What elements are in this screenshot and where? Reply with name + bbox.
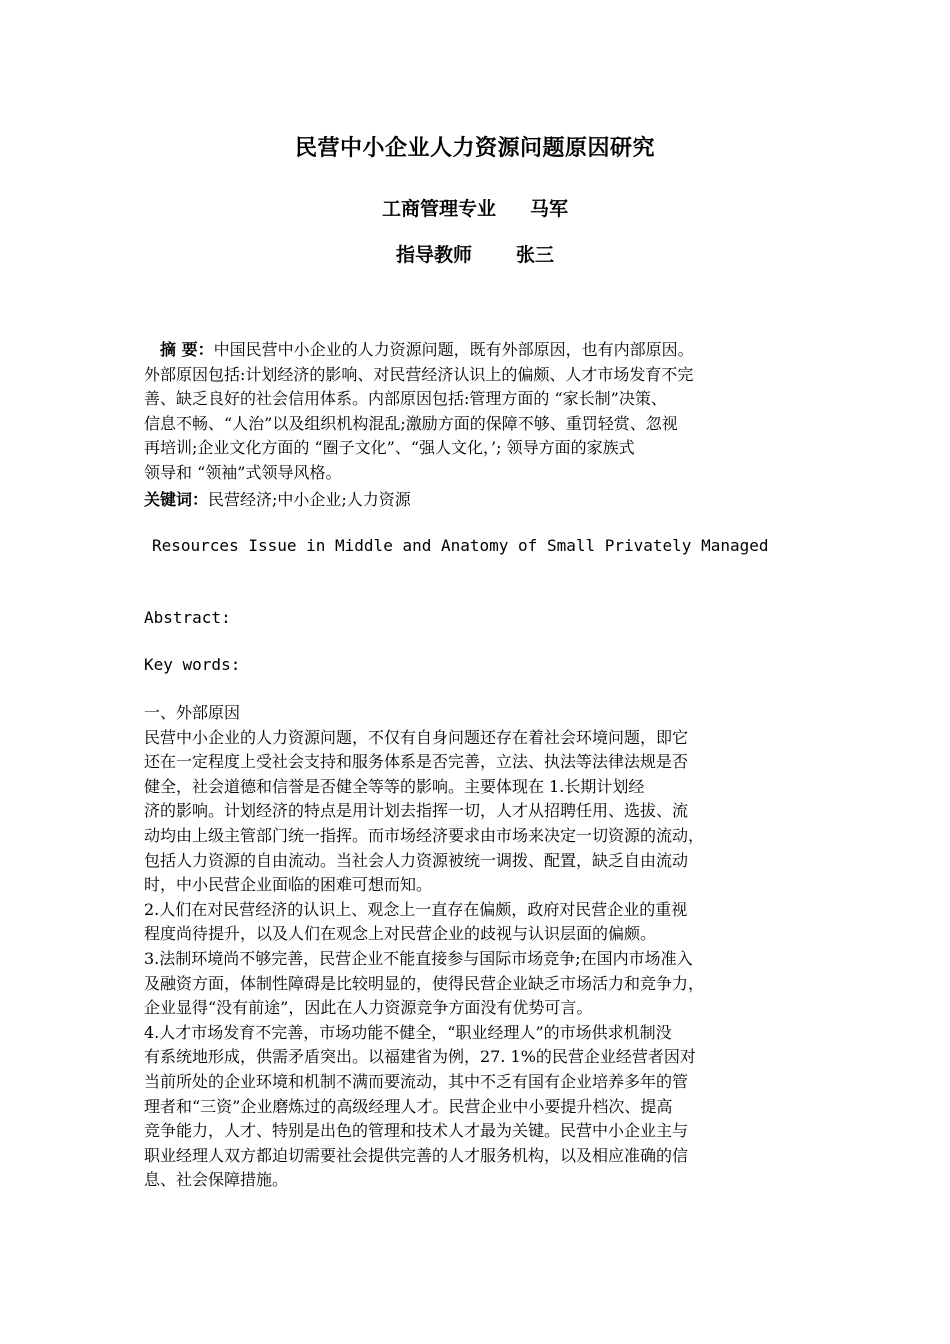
abstract-cn (144, 338, 814, 486)
english-keywords-label: Key words: (144, 655, 241, 674)
section-external-causes (144, 701, 814, 1193)
paper-title: 民营中小企业人力资源问题原因研究 (294, 136, 655, 161)
abstract-line-2: 外部原因包括:计划经济的影响、对民营经济认识上的偏颇、人才市场发育不完 (144, 364, 694, 384)
author-major: 工商管理专业 (381, 198, 496, 220)
section-line: 时，中小民营企业面临的困难可想而知。 (144, 875, 433, 895)
abstract-line-5: 再培训;企业文化方面的 “圈子文化”、“强人文化，’; 领导方面的家族式 (144, 438, 635, 458)
abstract-line-6: 领导和 “领袖”式领导风格。 (144, 462, 342, 482)
advisor-line (0, 242, 950, 268)
abstract-label: 摘 要： (160, 340, 214, 359)
keywords-text: 民营经济;中小企业;人力资源 (208, 490, 411, 509)
section-heading: 一、外部原因 (144, 703, 241, 722)
section-line: 动均由上级主管部门统一指挥。而市场经济要求由市场来决定一切资源的流动， (144, 825, 705, 845)
section-line: 竞争能力，人才、特别是出色的管理和技术人才最为关键。民营中小企业主与 (144, 1121, 689, 1141)
section-line: 2.人们在对民营经济的认识上、观念上一直存在偏颇，政府对民营企业的重视 (144, 899, 688, 919)
keywords-cn (144, 488, 814, 513)
author-name: 马军 (530, 198, 569, 220)
author-line (0, 196, 950, 222)
section-line: 理者和“三资”企业磨炼过的高级经理人才。民营企业中小要提升档次、提高 (144, 1096, 673, 1116)
section-line: 企业显得“没有前途”，因此在人力资源竞争方面没有优势可言。 (144, 998, 593, 1018)
section-line: 4.人才市场发育不完善，市场功能不健全，“职业经理人”的市场供求机制没 (144, 1022, 672, 1042)
advisor-label: 指导教师 (395, 244, 472, 266)
section-line: 还在一定程度上受社会支持和服务体系是否完善，立法、执法等法律法规是否 (144, 752, 689, 772)
section-line: 职业经理人双方都迫切需要社会提供完善的人才服务机构，以及相应准确的信 (144, 1145, 689, 1165)
section-line: 民营中小企业的人力资源问题，不仅有自身问题还存在着社会环境问题，即它 (144, 727, 689, 747)
abstract-text-1: 中国民营中小企业的人力资源问题，既有外部原因，也有内部原因。 (213, 340, 694, 359)
advisor-name: 张三 (516, 244, 555, 266)
english-abstract-label: Abstract: (144, 608, 231, 627)
section-line: 有系统地形成，供需矛盾突出。以福建省为例，27. 1%的民营企业经营者因对 (144, 1047, 696, 1067)
section-line: 健全，社会道德和信誉是否健全等等的影响。主要体现在 1.长期计划经 (144, 776, 645, 796)
abstract-line-4: 信息不畅、“人治”以及组织机构混乱;激励方面的保障不够、重罚轻赏、忽视 (144, 413, 678, 433)
section-line: 息、社会保障措施。 (144, 1170, 289, 1190)
english-title: Resources Issue in Middle and Anatomy of Small Privately Managed (152, 536, 769, 555)
section-line: 当前所处的企业环境和机制不满而要流动，其中不乏有国有企业培养多年的管 (144, 1071, 689, 1091)
section-line: 济的影响。计划经济的特点是用计划去指挥一切，人才从招聘任用、选拔、流 (144, 801, 689, 821)
section-line: 程度尚待提升，以及人们在观念上对民营企业的歧视与认识层面的偏颇。 (144, 924, 657, 944)
section-line: 3.法制环境尚不够完善，民营企业不能直接参与国际市场竞争;在国内市场准入 (144, 948, 693, 968)
abstract-line-1 (144, 338, 814, 363)
section-line: 包括人力资源的自由流动。当社会人力资源被统一调拨、配置，缺乏自由流动 (144, 850, 689, 870)
section-line: 及融资方面，体制性障碍是比较明显的，使得民营企业缺乏市场活力和竞争力， (144, 973, 705, 993)
keywords-label: 关键词： (144, 490, 209, 509)
abstract-line-3: 善、缺乏良好的社会信用体系。内部原因包括:管理方面的 “家长制”决策、 (144, 389, 667, 409)
